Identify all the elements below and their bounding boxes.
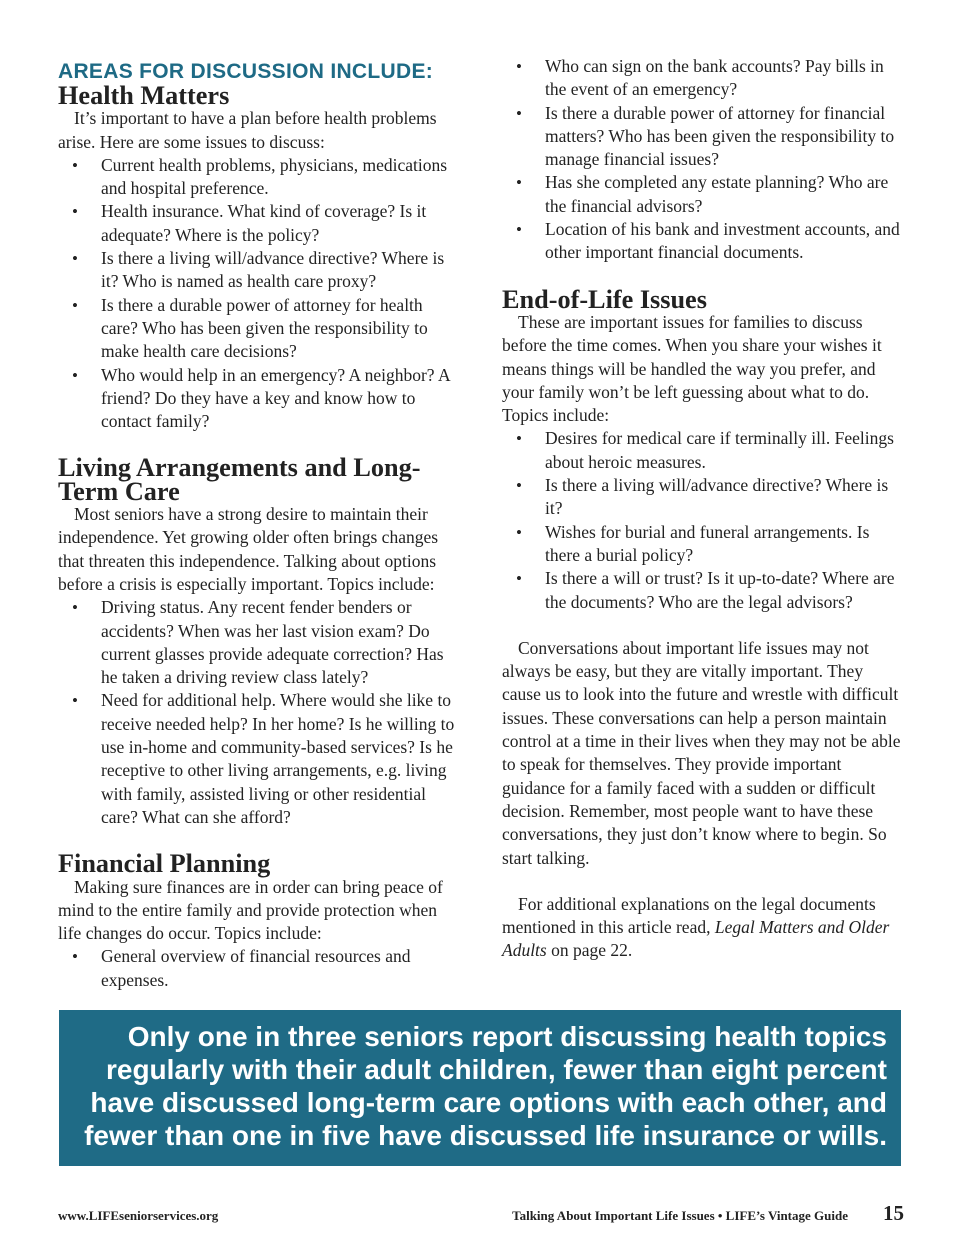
footer-guide-title: Talking About Important Life Issues • LIFE’s Vintage Guide: [512, 1208, 848, 1223]
financial-list-right: [502, 55, 904, 265]
list-item: • Desires for medical care if terminally ill. Feelings about heroic measures.: [502, 427, 904, 474]
list-item: • Is there a durable power of attorney for financial matters? Who has been given the responsibility to manage financial issues?: [502, 102, 904, 172]
living-heading: Living Arrangements and Long-Term Care: [58, 453, 421, 506]
footer-website: www.LIFEseniorservices.org: [58, 1208, 219, 1223]
list-item: • Who would help in an emergency? A neighbor? A friend? Do they have a key and know how to contact family?: [58, 364, 458, 434]
health-heading: Health Matters: [58, 81, 230, 110]
end-of-life-intro: These are important issues for families to discuss before the time comes. When you share your wishes it means things will be handled the way you prefer, and your family won’t be left guessing about what to do. Topics include:: [502, 311, 882, 426]
list-item: • Driving status. Any recent fender benders or accidents? When was her last vision exam? Do current glasses provide adequate correction? Has he taken a driving review class lately?: [58, 596, 458, 689]
list-item: • Location of his bank and investment accounts, and other important financial documents.: [502, 218, 904, 265]
end-of-life-heading: End-of-Life Issues: [502, 284, 707, 314]
financial-heading: Financial Planning: [58, 849, 271, 879]
pull-quote-banner: [59, 1010, 901, 1166]
list-item: • Current health problems, physicians, medications and hospital preference.: [58, 154, 458, 201]
health-intro: It’s important to have a plan before health problems arise. Here are some issues to discuss:: [58, 108, 437, 152]
list-item: • General overview of financial resources and expenses.: [58, 945, 458, 992]
list-item: • Need for additional help. Where would she like to receive needed help? In her home? Is he willing to use in-home and community-based services? Is he receptive to other living arrangements, e.g. living with family, assisted living or other residential care? What can she afford?: [58, 689, 458, 829]
main-heading: AREAS FOR DISCUSSION INCLUDE:: [58, 60, 434, 83]
list-item: • Wishes for burial and funeral arrangements. Is there a burial policy?: [502, 521, 904, 568]
list-item: • Is there a living will/advance directive? Where is it? Who is named as health care proxy?: [58, 247, 458, 294]
health-list: [58, 154, 458, 434]
additional-before: For additional explanations on the legal documents mentioned in this article read,: [502, 893, 876, 938]
right-column: [502, 55, 904, 963]
left-column: [58, 55, 458, 992]
financial-intro: Making sure finances are in order can bring peace of mind to the entire family and provide protection when life changes do occur. Topics include:: [58, 876, 443, 944]
end-of-life-list: [502, 427, 904, 613]
additional-paragraph: [502, 893, 904, 963]
living-list: [58, 596, 458, 829]
list-item: • Who can sign on the bank accounts? Pay bills in the event of an emergency?: [502, 55, 904, 102]
list-item: • Is there a living will/advance directive? Where is it?: [502, 474, 904, 521]
list-item: • Has she completed any estate planning? Who are the financial advisors?: [502, 171, 904, 218]
page-number: 15: [883, 1201, 904, 1225]
conclusion-paragraph: Conversations about important life issues may not always be easy, but they are vitally important. They cause us to look into the future and wrestle with difficult issues. These conversations can help a person maintain control at a time in their lives when they may not be able to speak for themselves. They provide important guidance for a family faced with a sudden or difficult decision. Remember, most people want to have these conversations, they just don’t know where to begin. So start talking.: [502, 637, 901, 868]
list-item: • Is there a durable power of attorney for health care? Who has been given the responsibility to make health care decisions?: [58, 294, 458, 364]
additional-after: on page 22.: [546, 940, 633, 961]
living-intro: Most seniors have a strong desire to maintain their independence. Yet growing older often brings changes that threaten this independence. Talking about options before a crisis is especially important. Topics include:: [58, 504, 439, 594]
article-title: Legal Matters and Older Adults: [502, 917, 890, 961]
list-item: • Health insurance. What kind of coverage? Is it adequate? Where is the policy?: [58, 200, 458, 247]
pull-quote-text: Only one in three seniors report discussing health topics regularly with their adult children, fewer than eight percent have discussed long-term care options with each other, and fewer than one in five have discussed life insurance or wills.: [84, 1021, 887, 1151]
financial-list-left: [58, 945, 458, 992]
list-item: • Is there a will or trust? Is it up-to-date? Where are the documents? Who are the legal advisors?: [502, 567, 904, 614]
